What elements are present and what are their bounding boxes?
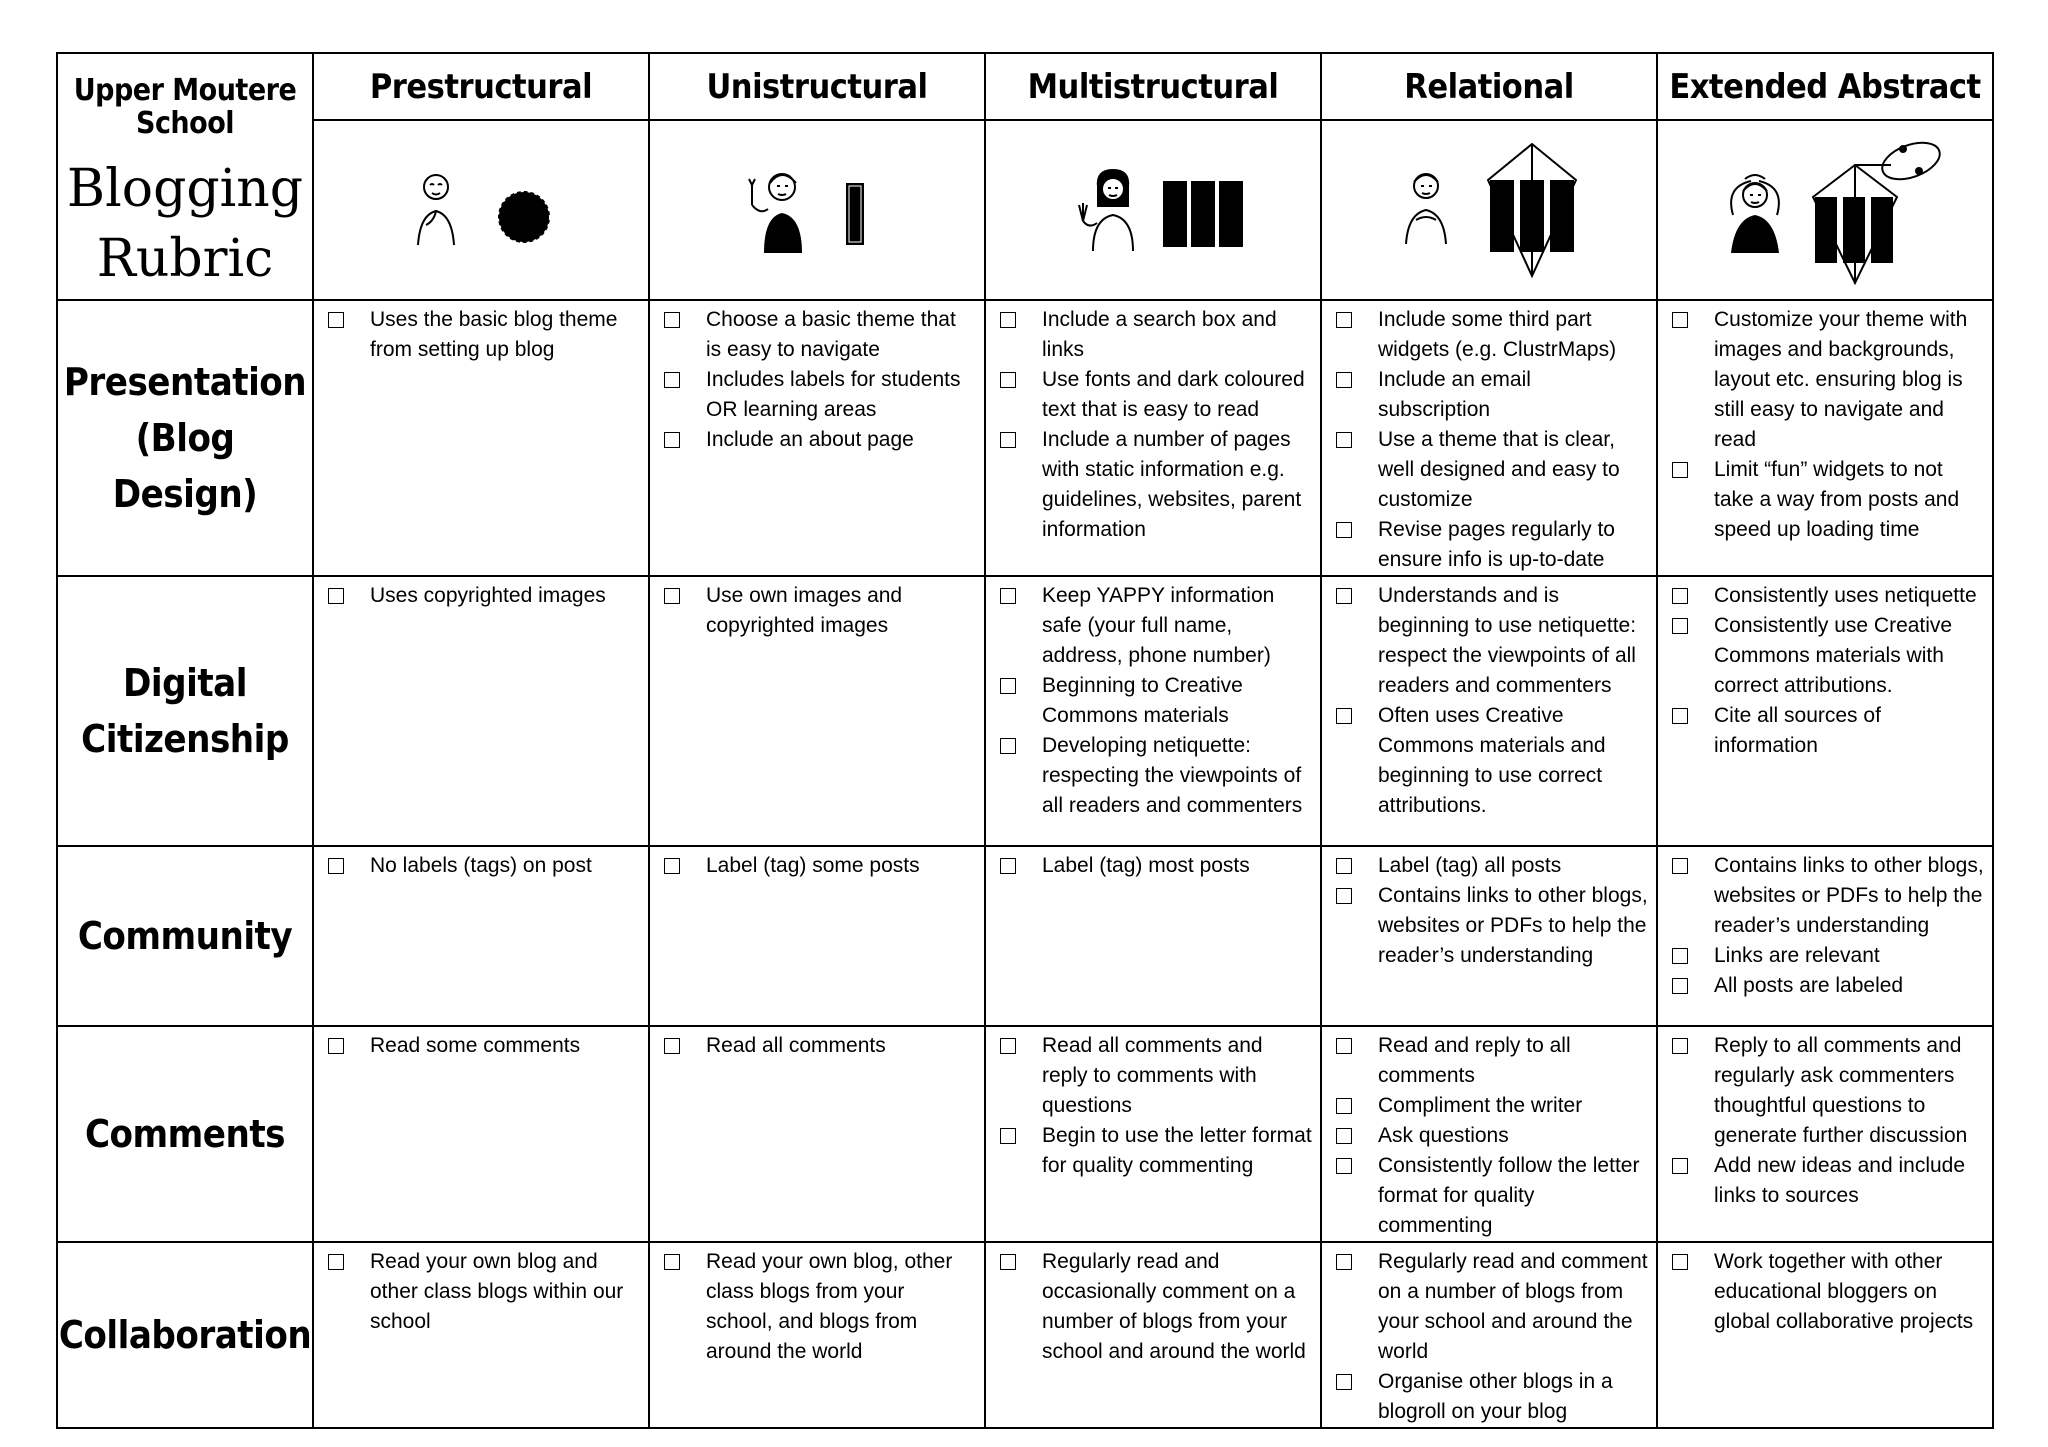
criteria-checkbox-item[interactable]: Begin to use the letter format for quality commenting xyxy=(1000,1121,1312,1181)
criteria-checkbox-item[interactable]: Add new ideas and include links to sources xyxy=(1672,1151,1984,1211)
solo-prestructural-icon xyxy=(396,165,566,255)
criteria-cell xyxy=(313,1026,649,1242)
criteria-list xyxy=(1658,847,1992,1001)
criteria-cell xyxy=(649,1026,985,1242)
criteria-checkbox-item[interactable]: Reply to all comments and regularly ask commenters thoughtful questions to generate further discussion xyxy=(1672,1031,1984,1151)
relational-icon-cell xyxy=(1321,120,1657,300)
criteria-checkbox-item[interactable]: Use own images and copyrighted images xyxy=(664,581,976,641)
criteria-checkbox-item[interactable]: Developing netiquette: respecting the viewpoints of all readers and commenters xyxy=(1000,731,1312,821)
criteria-checkbox-item[interactable]: Read your own blog and other class blogs within our school xyxy=(328,1247,640,1337)
criteria-checkbox-item[interactable]: Regularly read and occasionally comment on a number of blogs from your school and around the world xyxy=(1000,1247,1312,1367)
solo-unistructural-icon xyxy=(732,165,902,255)
unistructural-icon-cell xyxy=(649,120,985,300)
criteria-checkbox-item[interactable]: Consistently follow the letter format for quality commenting xyxy=(1336,1151,1648,1241)
row-label-collaboration xyxy=(57,1242,313,1428)
criteria-cell xyxy=(1657,1242,1993,1428)
criteria-cell xyxy=(313,1242,649,1428)
criteria-cell xyxy=(1321,576,1657,846)
criteria-cell xyxy=(1321,1242,1657,1428)
criteria-cell xyxy=(313,300,649,576)
criteria-cell xyxy=(649,300,985,576)
criteria-checkbox-item[interactable]: Contains links to other blogs, websites or PDFs to help the reader’s understanding xyxy=(1336,881,1648,971)
criteria-checkbox-item[interactable]: Consistently uses netiquette xyxy=(1672,581,1984,611)
rubric-title-line1: Blogging xyxy=(66,158,304,219)
criteria-cell xyxy=(985,1026,1321,1242)
criteria-checkbox-item[interactable]: Revise pages regularly to ensure info is up-to-date xyxy=(1336,515,1648,575)
criteria-checkbox-item[interactable]: Read and reply to all comments xyxy=(1336,1031,1648,1091)
criteria-cell xyxy=(313,846,649,1026)
rubric-row xyxy=(57,1026,1993,1242)
blogging-rubric-table xyxy=(56,52,1994,1429)
rubric-row xyxy=(57,846,1993,1026)
criteria-checkbox-item[interactable]: Read some comments xyxy=(328,1031,640,1061)
row-label-digital-citizenship xyxy=(57,576,313,846)
prestructural-icon-cell xyxy=(313,120,649,300)
criteria-checkbox-item[interactable]: Include a search box and links xyxy=(1000,305,1312,365)
row-label-line2: Citizenship xyxy=(81,717,289,761)
criteria-cell xyxy=(1657,1026,1993,1242)
rubric-title-line2: Rubric xyxy=(96,228,274,289)
criteria-checkbox-item[interactable]: Choose a basic theme that is easy to navigate xyxy=(664,305,976,365)
row-label-line1: Community xyxy=(77,914,293,958)
rubric-row xyxy=(57,300,1993,576)
criteria-checkbox-item[interactable]: Compliment the writer xyxy=(1336,1091,1648,1121)
row-label-line1: Digital xyxy=(123,661,247,705)
criteria-checkbox-item[interactable]: Uses the basic blog theme from setting up blog xyxy=(328,305,640,365)
criteria-list xyxy=(650,847,984,881)
criteria-checkbox-item[interactable]: Organise other blogs in a blogroll on your blog xyxy=(1336,1367,1648,1427)
criteria-list xyxy=(1322,301,1656,575)
level-header-multistructural: Multistructural xyxy=(985,53,1321,120)
multistructural-icon-cell xyxy=(985,120,1321,300)
criteria-list xyxy=(650,1243,984,1367)
criteria-checkbox-item[interactable]: No labels (tags) on post xyxy=(328,851,640,881)
level-header-prestructural: Prestructural xyxy=(313,53,649,120)
criteria-list xyxy=(314,1243,648,1337)
criteria-checkbox-item[interactable]: Read your own blog, other class blogs from your school, and blogs from around the world xyxy=(664,1247,976,1367)
criteria-list xyxy=(986,847,1320,881)
solo-extended-abstract-icon xyxy=(1705,135,1945,285)
criteria-cell xyxy=(1321,300,1657,576)
row-label-line1: Collaboration xyxy=(58,1313,312,1357)
criteria-cell xyxy=(313,576,649,846)
criteria-checkbox-item[interactable]: Include some third part widgets (e.g. ClustrMaps) xyxy=(1336,305,1648,365)
criteria-list xyxy=(1658,1027,1992,1211)
row-label-community xyxy=(57,846,313,1026)
criteria-checkbox-item[interactable]: Consistently use Creative Commons materials with correct attributions. xyxy=(1672,611,1984,701)
criteria-list xyxy=(650,1027,984,1061)
criteria-list xyxy=(1322,1027,1656,1241)
rubric-row xyxy=(57,1242,1993,1428)
criteria-checkbox-item[interactable]: Use fonts and dark coloured text that is easy to read xyxy=(1000,365,1312,425)
row-label-comments xyxy=(57,1026,313,1242)
criteria-cell xyxy=(1657,576,1993,846)
extended-abstract-icon-cell xyxy=(1657,120,1993,300)
criteria-cell xyxy=(985,300,1321,576)
criteria-cell xyxy=(649,1242,985,1428)
icon-row xyxy=(57,120,1993,300)
criteria-checkbox-item[interactable]: Regularly read and comment on a number of blogs from your school and around the world xyxy=(1336,1247,1648,1367)
row-label-line1: Presentation xyxy=(63,360,307,404)
criteria-checkbox-item[interactable]: Read all comments xyxy=(664,1031,976,1061)
criteria-list xyxy=(986,1243,1320,1367)
criteria-cell xyxy=(1657,300,1993,576)
criteria-list xyxy=(314,1027,648,1061)
criteria-list xyxy=(314,577,648,611)
criteria-list xyxy=(1322,577,1656,821)
criteria-checkbox-item[interactable]: Keep YAPPY information safe (your full name, address, phone number) xyxy=(1000,581,1312,671)
criteria-list xyxy=(986,577,1320,821)
rubric-row xyxy=(57,576,1993,846)
criteria-list xyxy=(650,301,984,455)
row-label-line1: Comments xyxy=(84,1112,286,1156)
criteria-cell xyxy=(985,1242,1321,1428)
criteria-cell xyxy=(985,576,1321,846)
criteria-checkbox-item[interactable]: Uses copyrighted images xyxy=(328,581,640,611)
criteria-checkbox-item[interactable]: Contains links to other blogs, websites or PDFs to help the reader’s understanding xyxy=(1672,851,1984,941)
criteria-list xyxy=(1322,1243,1656,1427)
criteria-cell xyxy=(649,576,985,846)
criteria-checkbox-item[interactable]: Limit “fun” widgets to not take a way from posts and speed up loading time xyxy=(1672,455,1984,545)
criteria-checkbox-item[interactable]: Include a number of pages with static information e.g. guidelines, websites, parent information xyxy=(1000,425,1312,545)
rubric-title xyxy=(58,154,312,294)
criteria-checkbox-item[interactable]: Customize your theme with images and backgrounds, layout etc. ensuring blog is still easy to navigate and read xyxy=(1672,305,1984,455)
criteria-cell xyxy=(985,846,1321,1026)
criteria-checkbox-item[interactable]: Include an email subscription xyxy=(1336,365,1648,425)
criteria-checkbox-item[interactable]: Links are relevant xyxy=(1672,941,1984,971)
criteria-list xyxy=(1658,577,1992,761)
criteria-list xyxy=(314,301,648,365)
criteria-cell xyxy=(1657,846,1993,1026)
criteria-cell xyxy=(1321,1026,1657,1242)
criteria-checkbox-item[interactable]: Label (tag) most posts xyxy=(1000,851,1312,881)
criteria-checkbox-item[interactable]: Ask questions xyxy=(1336,1121,1648,1151)
header-row xyxy=(57,53,1993,120)
criteria-checkbox-item[interactable]: Work together with other educational bloggers on global collaborative projects xyxy=(1672,1247,1984,1337)
level-header-relational: Relational xyxy=(1321,53,1657,120)
criteria-cell xyxy=(649,846,985,1026)
criteria-cell xyxy=(1321,846,1657,1026)
criteria-checkbox-item[interactable]: Use a theme that is clear, well designed and easy to customize xyxy=(1336,425,1648,515)
criteria-checkbox-item[interactable]: All posts are labeled xyxy=(1672,971,1984,1001)
row-label-line2: (Blog Design) xyxy=(112,416,258,516)
school-name: Upper Moutere School xyxy=(73,72,297,141)
criteria-list xyxy=(314,847,648,881)
criteria-checkbox-item[interactable]: Often uses Creative Commons materials and beginning to use correct attributions. xyxy=(1336,701,1648,821)
level-header-extended-abstract: Extended Abstract xyxy=(1657,53,1993,120)
criteria-checkbox-item[interactable]: Label (tag) some posts xyxy=(664,851,976,881)
criteria-list xyxy=(986,301,1320,545)
criteria-checkbox-item[interactable]: Label (tag) all posts xyxy=(1336,851,1648,881)
level-header-unistructural: Unistructural xyxy=(649,53,985,120)
row-label-presentation xyxy=(57,300,313,576)
criteria-checkbox-item[interactable]: Includes labels for students OR learning areas xyxy=(664,365,976,425)
rubric-title-cell xyxy=(57,53,313,300)
criteria-list xyxy=(650,577,984,641)
criteria-checkbox-item[interactable]: Cite all sources of information xyxy=(1672,701,1984,761)
criteria-checkbox-item[interactable]: Include an about page xyxy=(664,425,976,455)
criteria-checkbox-item[interactable]: Understands and is beginning to use netiquette: respect the viewpoints of all readers and commenters xyxy=(1336,581,1648,701)
criteria-checkbox-item[interactable]: Beginning to Creative Commons materials xyxy=(1000,671,1312,731)
solo-relational-icon xyxy=(1384,140,1594,280)
criteria-list xyxy=(1322,847,1656,971)
criteria-list xyxy=(986,1027,1320,1181)
solo-multistructural-icon xyxy=(1053,165,1253,255)
criteria-list xyxy=(1658,1243,1992,1337)
criteria-checkbox-item[interactable]: Read all comments and reply to comments with questions xyxy=(1000,1031,1312,1121)
criteria-list xyxy=(1658,301,1992,545)
